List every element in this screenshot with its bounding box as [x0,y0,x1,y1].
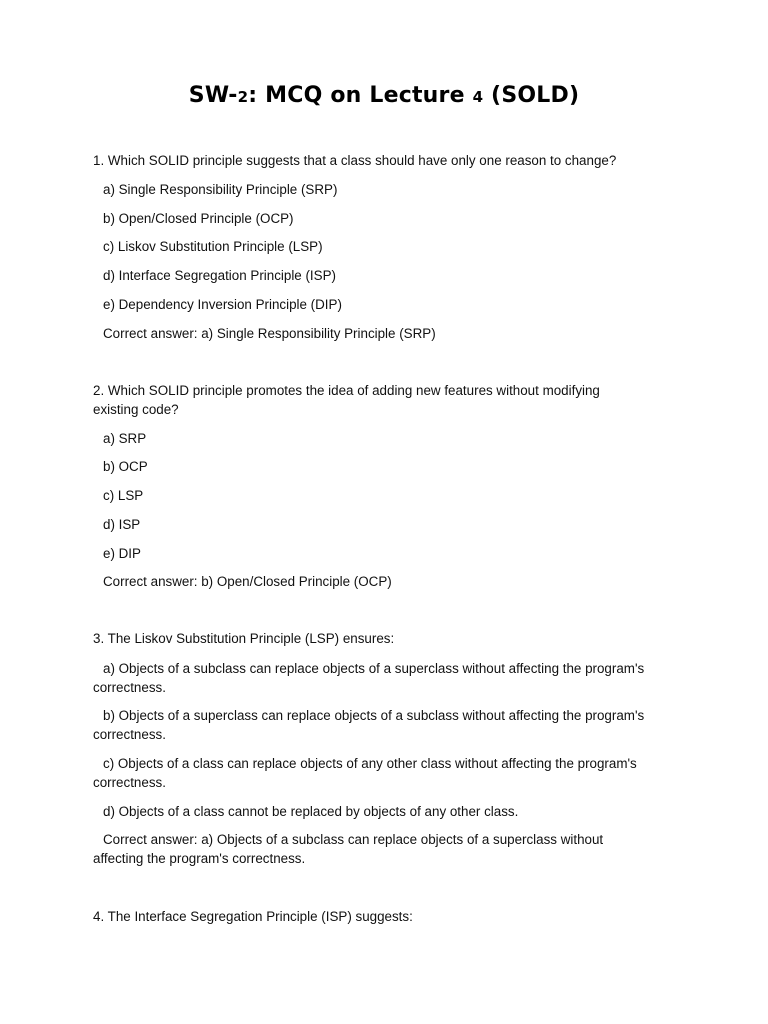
question-1-option-c: c) Liskov Substitution Principle (LSP) [103,239,323,254]
title-part-5: (SOLD) [483,83,580,108]
question-1-option-e: e) Dependency Inversion Principle (DIP) [103,297,342,312]
question-2-text-line-2: existing code? [93,402,179,417]
question-3-option-b-line-1: b) Objects of a superclass can replace objects of a subclass without affecting the program's [103,708,645,723]
question-3-option-d: d) Objects of a class cannot be replaced by objects of any other class. [103,804,519,819]
question-3-text: 3. The Liskov Substitution Principle (LSP) ensures: [93,631,395,646]
title-part-3: : MCQ on Lecture [248,83,473,108]
question-3-option-c-line-2: correctness. [93,775,166,790]
title-part-1: SW- [188,83,238,108]
question-1-option-d: d) Interface Segregation Principle (ISP) [103,268,336,283]
question-2-option-d: d) ISP [103,517,141,532]
question-2-text-line-1: 2. Which SOLID principle promotes the idea of adding new features without modifying [93,383,600,398]
question-2-option-e: e) DIP [103,546,141,561]
question-3-option-c-line-1: c) Objects of a class can replace objects of any other class without affecting the program's [103,756,637,771]
question-2-answer: Correct answer: b) Open/Closed Principle (OCP) [103,574,392,589]
question-2-option-c: c) LSP [103,488,144,503]
question-2-option-a: a) SRP [103,431,147,446]
question-1-option-a: a) Single Responsibility Principle (SRP) [103,182,338,197]
question-3-option-a-line-1: a) Objects of a subclass can replace objects of a superclass without affecting the program's [103,661,645,676]
question-2-option-b: b) OCP [103,459,148,474]
page-title [0,83,768,108]
title-part-2: 2 [237,88,249,106]
question-4-text: 4. The Interface Segregation Principle (ISP) suggests: [93,909,413,924]
question-1-answer: Correct answer: a) Single Responsibility Principle (SRP) [103,326,436,341]
question-3-option-a-line-2: correctness. [93,680,166,695]
question-3-answer-line-1: Correct answer: a) Objects of a subclass can replace objects of a superclass without [103,832,604,847]
question-1-option-b: b) Open/Closed Principle (OCP) [103,211,294,226]
question-3-option-b-line-2: correctness. [93,727,166,742]
question-3-answer-line-2: affecting the program's correctness. [93,851,306,866]
question-1-text: 1. Which SOLID principle suggests that a class should have only one reason to change? [93,153,617,168]
title-part-4: 4 [472,88,484,106]
